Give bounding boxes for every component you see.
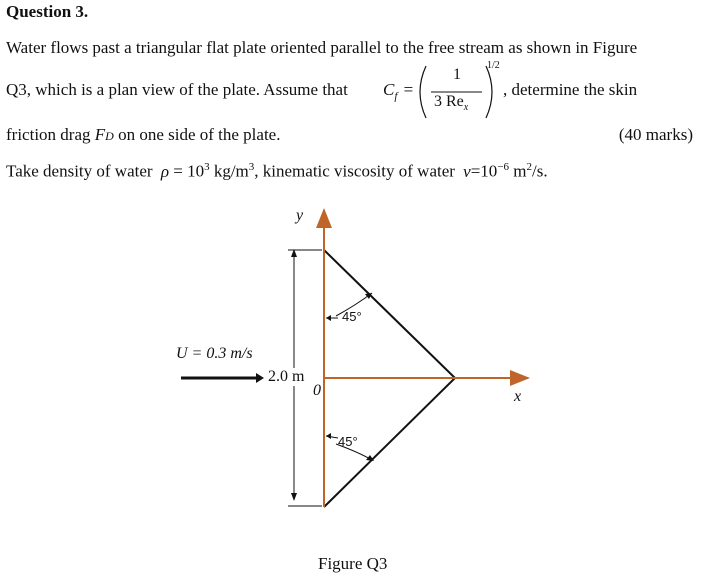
x-axis-label: x: [514, 388, 522, 405]
question-line-1: Water flows past a triangular flat plate oriented parallel to the free stream as shown in Figure: [6, 38, 638, 57]
question-title: Question 3.: [6, 2, 89, 21]
question-line-4: Take density of water $\rho = 10^3$ $kg/m^3$, kinematic viscosity of water $\nu=10^{-6}$ $m^2/s$.: [6, 161, 548, 181]
fraction-exponent: 1/2: [487, 60, 500, 71]
fraction-denominator: 3 $Re_x$: [434, 93, 469, 114]
cf-subscript: f: [394, 90, 398, 103]
equals-sign: =: [403, 80, 414, 99]
cf-symbol: C: [383, 80, 395, 99]
origin-label: 0: [313, 382, 321, 399]
marks-label: (40 marks): [618, 125, 693, 144]
height-label: 2.0 m: [268, 368, 305, 385]
line2-prefix: Q3, which is a plan view of the plate. Assume that: [6, 80, 348, 99]
angle-bottom-label: 45°: [338, 434, 358, 449]
fraction-numerator: 1: [453, 66, 461, 83]
angle-top-label: 45°: [342, 309, 362, 324]
question-line-3: friction drag FD on one side of the plate.: [6, 125, 281, 144]
figure-caption: Figure Q3: [318, 554, 388, 573]
y-axis-label: y: [296, 207, 304, 224]
velocity-label: U = 0.3 m/s: [176, 345, 253, 362]
line2-suffix: , determine the skin: [503, 80, 638, 99]
